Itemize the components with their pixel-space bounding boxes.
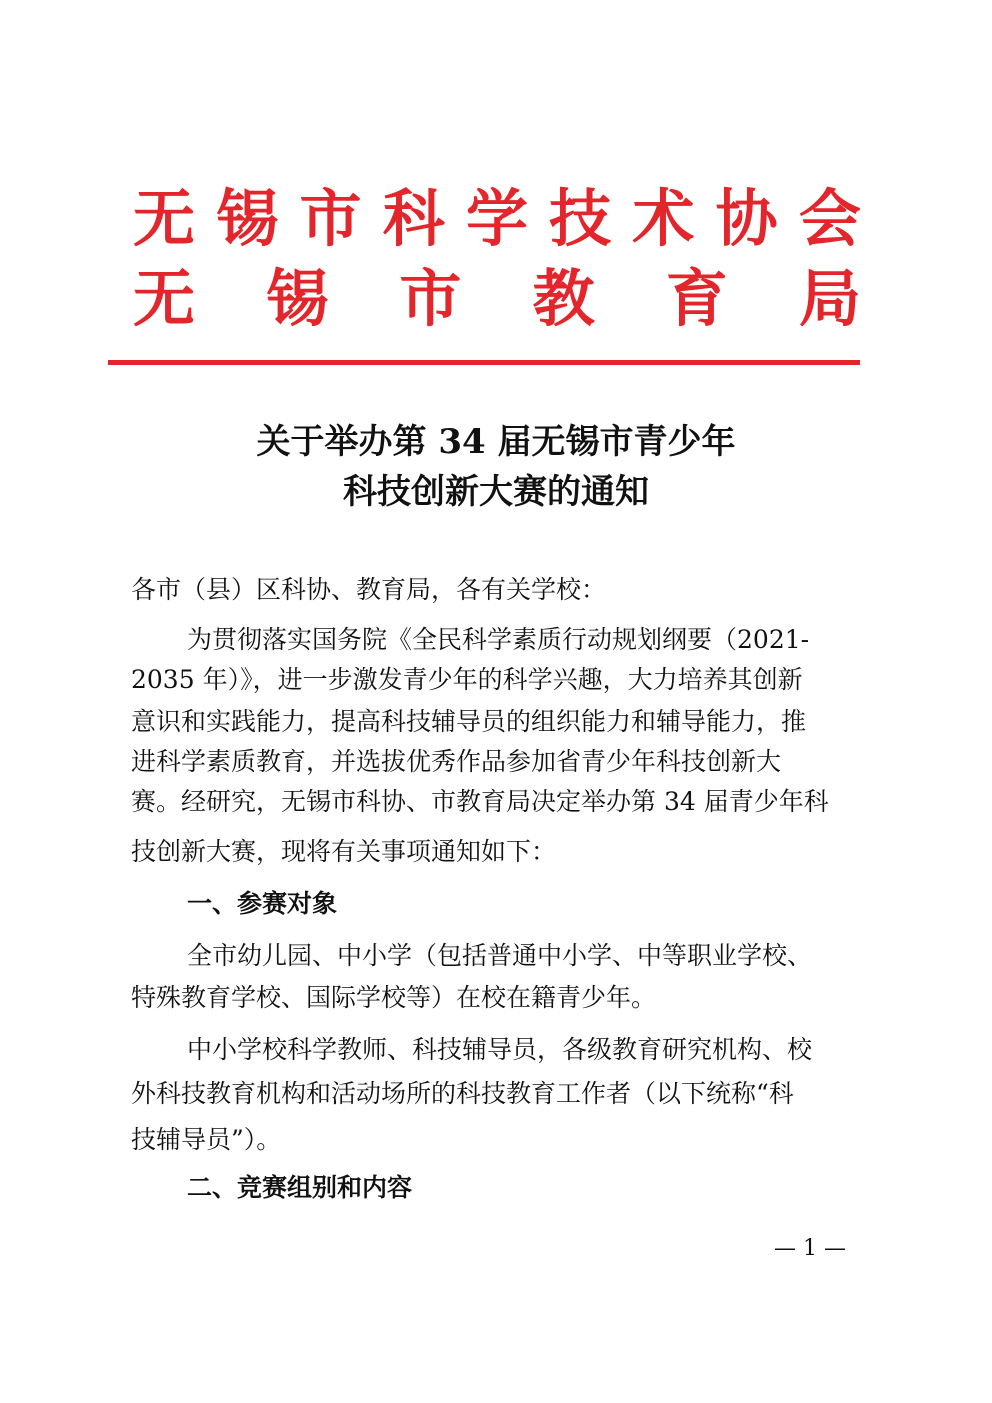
section-heading-groups: 二、竞赛组别和内容 [187,1173,413,1202]
issuer-line-education-bureau [133,263,861,335]
paragraph-line: 中小学校科学教师、科技辅导员，各级教育研究机构、校 [187,1035,813,1064]
paragraph-line: 技创新大赛，现将有关事项通知如下： [131,837,557,866]
paragraph-line: 特殊教育学校、国际学校等）在校在籍青少年。 [131,983,657,1012]
issuer-char: 锡 [216,182,279,255]
page-number: — 1 — [774,1236,846,1261]
salutation: 各市（县）区科协、教育局，各有关学校： [131,575,607,604]
paragraph-text: 进科学素质教育，并选拔优秀作品参加省青少年科技创新大 [131,747,782,776]
issuer-char: 协 [715,182,778,255]
paragraph-text: 为贯彻落实国务院《全民科学素质行动规划纲要（2021- [187,625,810,654]
issuer-char: 科 [382,182,445,255]
issuer-char: 教 [532,262,595,335]
issuer-char: 学 [465,182,528,255]
paragraph-line [187,620,868,660]
issuer-char: 会 [798,182,861,255]
section-heading-participants: 一、参赛对象 [187,889,338,918]
paragraph-line: 外科技教育机构和活动场所的科技教育工作者（以下统称“科 [131,1079,794,1108]
issuer-char: 育 [665,262,728,335]
paragraph-line: 全市幼儿园、中小学（包括普通中小学、中等职业学校、 [187,941,813,970]
paragraph-text: 2035 年）》，进一步激发青少年的科学兴趣，大力培养其创新 [131,665,803,694]
document-title-line2: 科技创新大赛的通知 [343,472,649,512]
paragraph-line: 技辅导员”）。 [131,1125,282,1154]
paragraph-line [131,660,868,700]
issuer-char: 术 [632,182,695,255]
issuer-char: 无 [133,262,196,335]
issuer-char: 市 [399,262,462,335]
issuer-line-science-association [133,183,861,255]
document-title-line1: 关于举办第 34 届无锡市青少年 [256,422,736,462]
paragraph-text: 赛。经研究，无锡市科协、市教育局决定举办第 34 届青少年科 [131,787,829,816]
issuer-char: 市 [299,182,362,255]
issuer-char: 锡 [266,262,329,335]
issuer-char: 局 [798,262,861,335]
paragraph-line [131,742,868,782]
paragraph-line [131,702,868,742]
paragraph-text: 意识和实践能力，提高科技辅导员的组织能力和辅导能力，推 [131,707,807,736]
issuer-char: 无 [133,182,196,255]
red-header-rule [108,360,860,365]
issuer-char: 技 [549,182,612,255]
paragraph-line [131,782,868,822]
